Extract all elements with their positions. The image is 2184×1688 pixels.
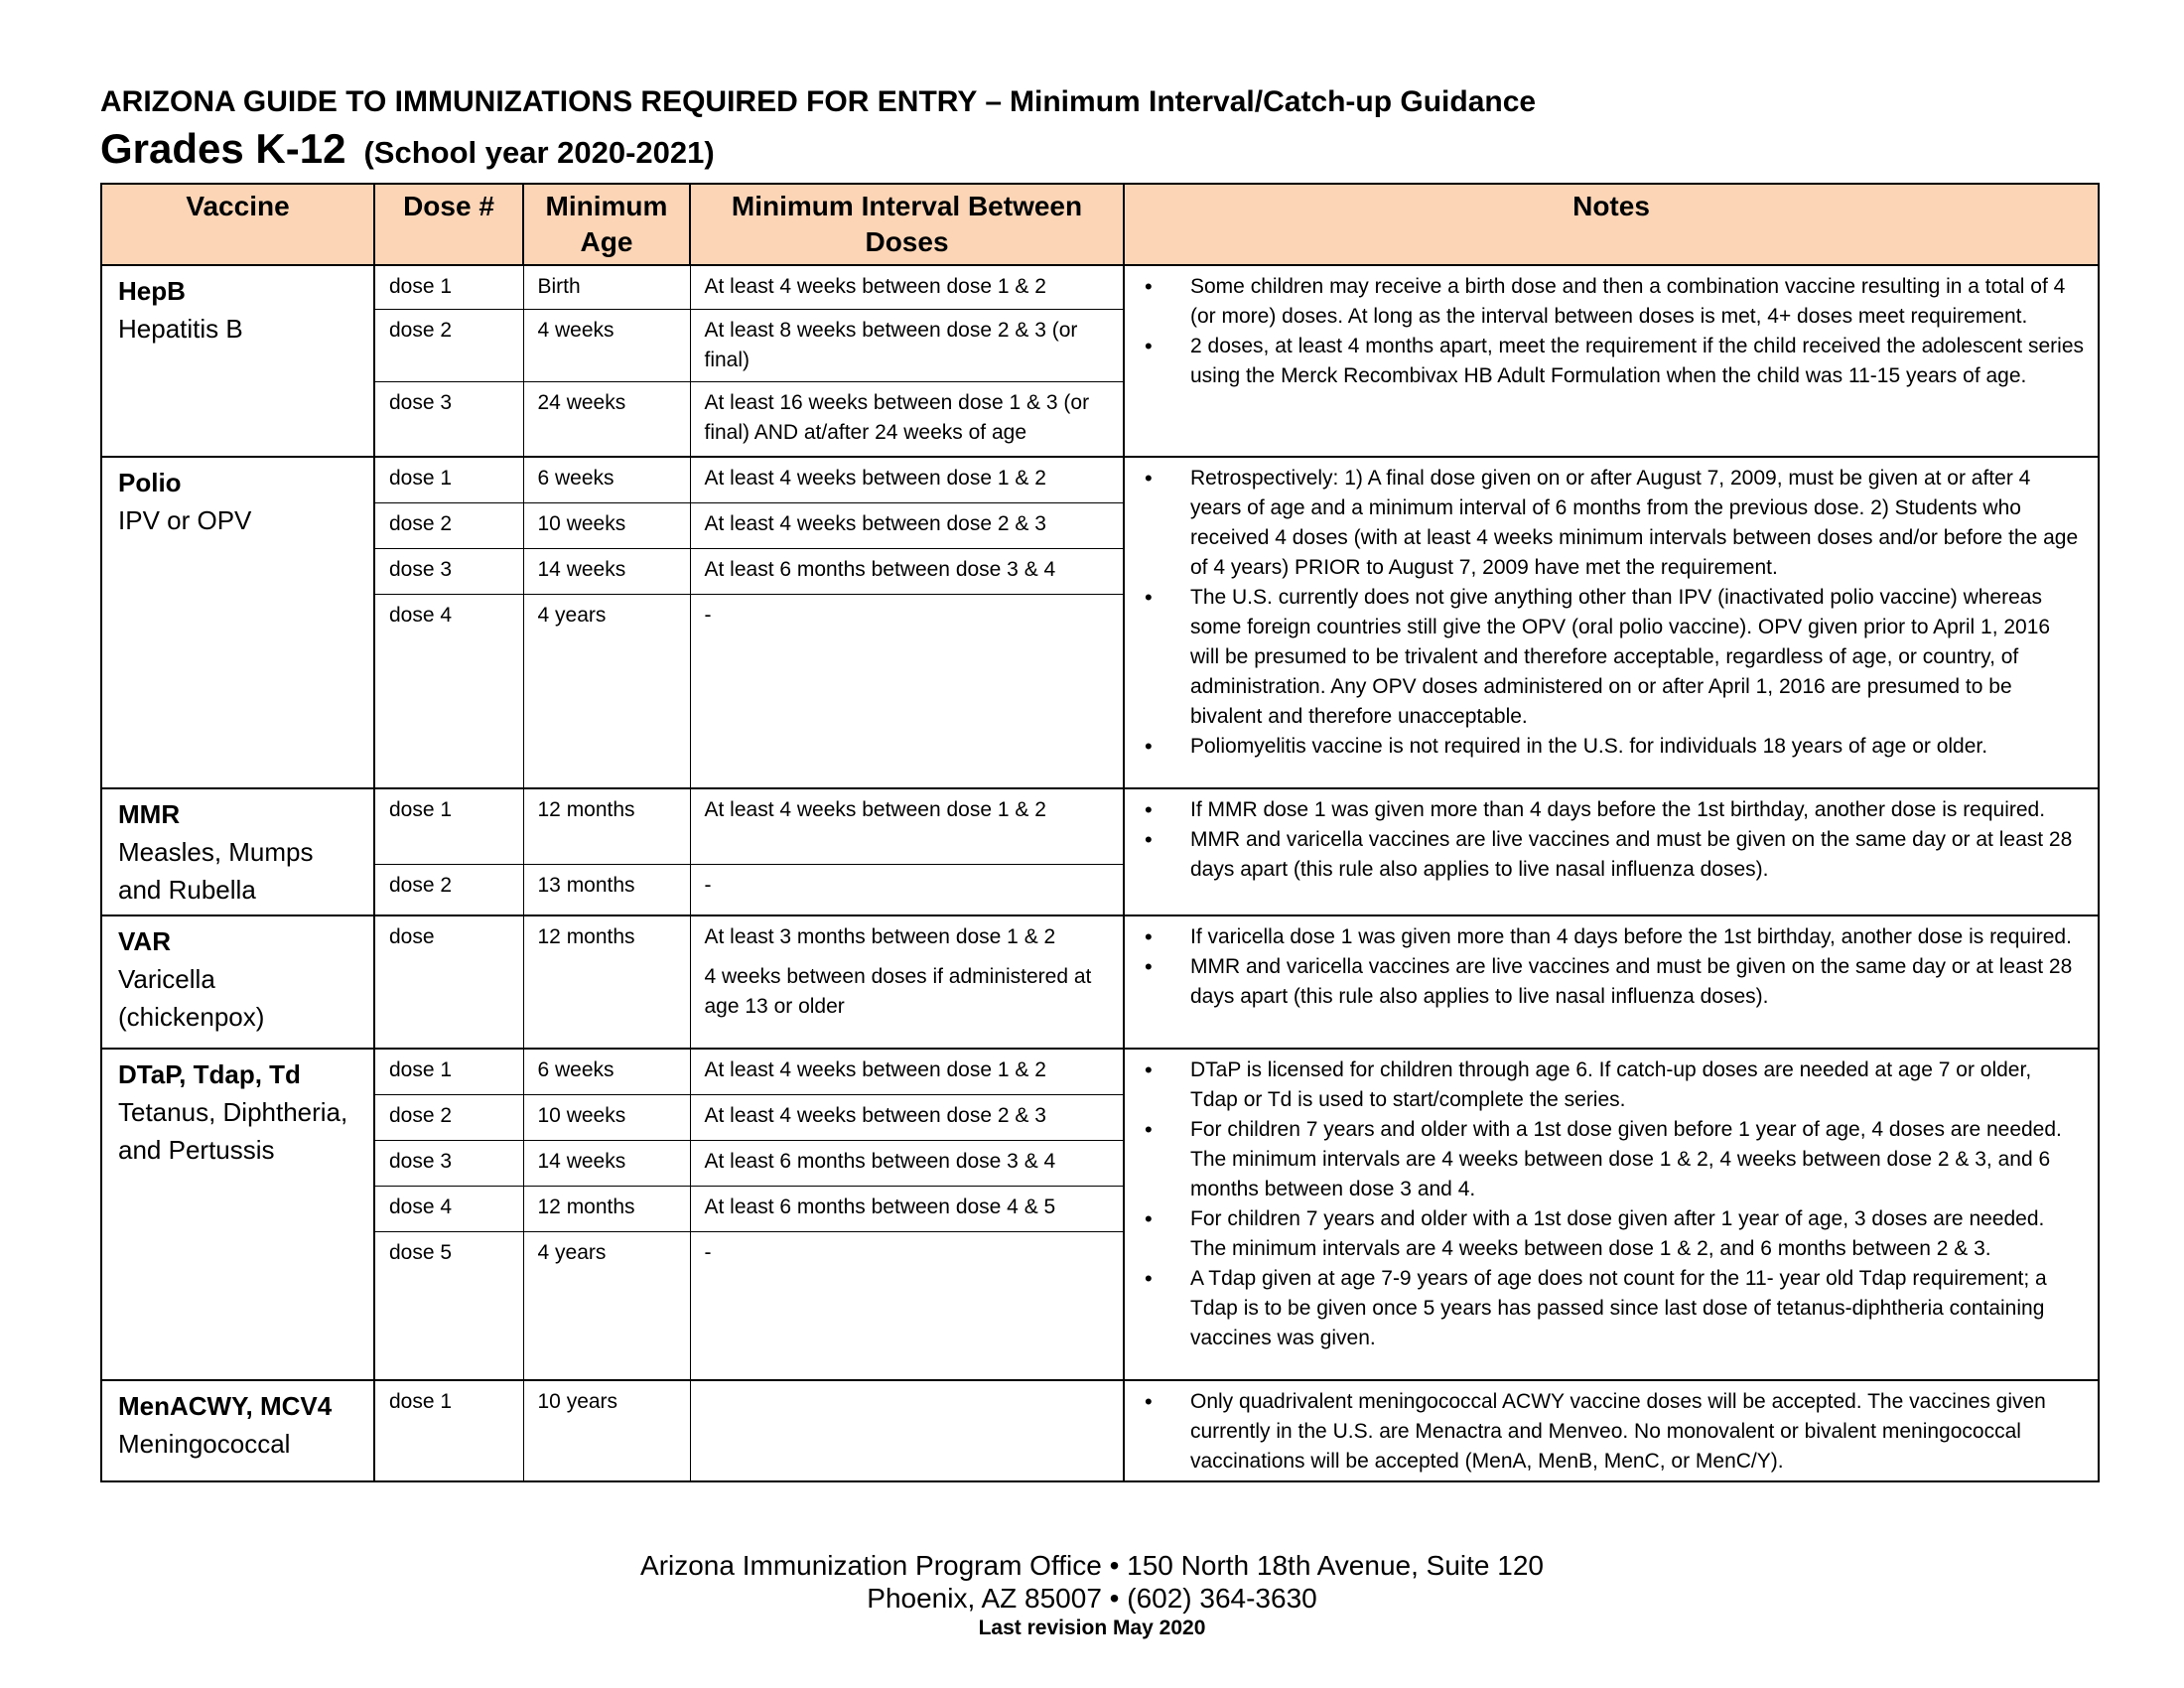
interval-extra-text: 4 weeks between doses if administered at age 13 or older [704, 965, 1092, 1018]
minimum-interval [690, 1140, 1124, 1186]
footer-revision: Last revision May 2020 [978, 1617, 1206, 1639]
minimum-age: 6 weeks [523, 1049, 690, 1094]
minimum-interval [690, 1231, 1124, 1380]
table-row [101, 915, 2099, 1049]
notes-list [1139, 464, 2084, 762]
interval-text: At least 4 weeks between dose 1 & 2 [704, 798, 1046, 821]
notes-cell [1124, 788, 2099, 915]
vaccine-cell [101, 788, 374, 915]
minimum-age: 10 weeks [523, 1094, 690, 1140]
vaccine-cell [101, 265, 374, 457]
minimum-interval [690, 788, 1124, 864]
dose-number: dose 2 [374, 864, 523, 915]
minimum-age: 24 weeks [523, 381, 690, 457]
notes-list [1139, 1055, 2084, 1353]
grades-label: Grades K-12 [100, 125, 346, 172]
notes-list [1139, 272, 2084, 391]
minimum-interval [690, 1380, 1124, 1481]
interval-text: At least 3 months between dose 1 & 2 [704, 925, 1056, 948]
notes-cell [1124, 1049, 2099, 1380]
note-item: • For children 7 years and older with a 1st dose given before 1 year of age, 4 doses are needed. The minimum intervals are 4 weeks between dose 1 & 2, 4 weeks between dose 2 & 3, and 6 months between dose 3 and 4. [1190, 1115, 2084, 1204]
dose-number: dose 3 [374, 1140, 523, 1186]
note-item: • A Tdap given at age 7-9 years of age does not count for the 11- year old Tdap requirement; a Tdap is to be given once 5 years has passed since last dose of tetanus-diphtheria containing vaccines was given. [1190, 1264, 2084, 1353]
dose-number: dose 1 [374, 788, 523, 864]
minimum-age: 4 years [523, 594, 690, 788]
table-row [101, 265, 2099, 309]
minimum-age: 13 months [523, 864, 690, 915]
minimum-age: 10 years [523, 1380, 690, 1481]
interval-text: At least 4 weeks between dose 1 & 2 [704, 1058, 1046, 1081]
column-header-vaccine: Vaccine [101, 184, 374, 265]
note-item: • If varicella dose 1 was given more than 4 days before the 1st birthday, another dose is required. [1190, 922, 2084, 952]
dose-number: dose 3 [374, 381, 523, 457]
vaccine-full-name: IPV or OPV [118, 505, 252, 535]
vaccine-abbr: DTaP, Tdap, Td [118, 1059, 301, 1089]
minimum-interval [690, 1094, 1124, 1140]
interval-text: At least 4 weeks between dose 1 & 2 [704, 275, 1046, 298]
document-heading [100, 81, 2098, 123]
vaccine-abbr: MMR [118, 799, 181, 829]
note-item: • Poliomyelitis vaccine is not required in the U.S. for individuals 18 years of age or older. [1190, 732, 2084, 762]
note-item: • The U.S. currently does not give anything other than IPV (inactivated polio vaccine) whereas some foreign countries still give the OPV (oral polio vaccine). OPV given prior to April 1, 2016 will be presumed to be trivalent and therefore acceptable, regardless of age, or country, of administration. Any OPV doses administered on or after April 1, 2016 are presumed to be bivalent and therefore unacceptable. [1190, 583, 2084, 732]
dose-number: dose 5 [374, 1231, 523, 1380]
minimum-age: Birth [523, 265, 690, 309]
minimum-interval [690, 915, 1124, 1049]
interval-text: - [704, 1240, 712, 1264]
note-item: • Retrospectively: 1) A final dose given on or after August 7, 2009, must be given at or after 4 years of age and a minimum interval of 6 months from the previous dose. 2) Students who received 4 doses (with at least 4 weeks minimum intervals between doses and/or before the age of 4 years) PRIOR to August 7, 2009 have met the requirement. [1190, 464, 2084, 583]
table-row [101, 457, 2099, 502]
minimum-age: 14 weeks [523, 548, 690, 594]
interval-text: At least 6 months between dose 3 & 4 [704, 557, 1056, 581]
interval-text: At least 4 weeks between dose 1 & 2 [704, 467, 1046, 490]
column-header-dose: Dose # [374, 184, 523, 265]
minimum-interval [690, 548, 1124, 594]
interval-text: At least 16 weeks between dose 1 & 3 (or final) AND at/after 24 weeks of age [704, 390, 1090, 444]
dose-number: dose 4 [374, 594, 523, 788]
minimum-interval [690, 381, 1124, 457]
notes-cell [1124, 265, 2099, 457]
minimum-interval [690, 864, 1124, 915]
interval-text: At least 4 weeks between dose 2 & 3 [704, 511, 1046, 535]
vaccine-cell [101, 1049, 374, 1380]
heading-separator: – [985, 85, 1003, 118]
heading-title: ARIZONA GUIDE TO IMMUNIZATIONS REQUIRED FOR ENTRY [100, 85, 978, 118]
notes-cell [1124, 457, 2099, 788]
note-item: • MMR and varicella vaccines are live vaccines and must be given on the same day or at least 28 days apart (this rule also applies to live nasal influenza doses). [1190, 825, 2084, 885]
minimum-age: 10 weeks [523, 502, 690, 548]
table-header-row [101, 184, 2099, 265]
interval-text: - [704, 603, 712, 627]
minimum-interval [690, 502, 1124, 548]
dose-number: dose 1 [374, 1380, 523, 1481]
interval-text: At least 6 months between dose 4 & 5 [704, 1195, 1056, 1218]
vaccine-abbr: VAR [118, 926, 171, 956]
footer-contact: Phoenix, AZ 85007 • (602) 364-3630 [867, 1583, 1317, 1614]
note-item: • Some children may receive a birth dose and then a combination vaccine resulting in a total of 4 (or more) doses. At long as the interval between doses is met, 4+ doses meet requirement. [1190, 272, 2084, 332]
vaccine-full-name: Meningococcal [118, 1429, 291, 1459]
minimum-age: 12 months [523, 915, 690, 1049]
dose-number: dose 4 [374, 1186, 523, 1231]
dose-number: dose 2 [374, 309, 523, 381]
vaccine-full-name: Tetanus, Diphtheria, and Pertussis [118, 1097, 348, 1165]
minimum-age: 12 months [523, 1186, 690, 1231]
minimum-interval [690, 1049, 1124, 1094]
vaccine-cell [101, 1380, 374, 1481]
column-header-notes: Notes [1124, 184, 2099, 265]
minimum-interval [690, 1186, 1124, 1231]
dose-number: dose 1 [374, 1049, 523, 1094]
minimum-interval [690, 265, 1124, 309]
vaccine-full-name: Hepatitis B [118, 314, 243, 344]
notes-list [1139, 1387, 2084, 1477]
interval-text: At least 6 months between dose 3 & 4 [704, 1149, 1056, 1173]
minimum-interval [690, 594, 1124, 788]
minimum-age: 12 months [523, 788, 690, 864]
note-item: • If MMR dose 1 was given more than 4 days before the 1st birthday, another dose is required. [1190, 795, 2084, 825]
school-year: (School year 2020-2021) [363, 135, 715, 170]
vaccine-full-name: Varicella (chickenpox) [118, 964, 265, 1032]
vaccine-abbr: HepB [118, 276, 186, 306]
notes-list [1139, 922, 2084, 1012]
dose-number: dose 3 [374, 548, 523, 594]
minimum-interval [690, 309, 1124, 381]
immunization-table [100, 183, 2100, 1482]
vaccine-cell [101, 457, 374, 788]
dose-number: dose 1 [374, 265, 523, 309]
vaccine-abbr: MenACWY, MCV4 [118, 1391, 333, 1421]
dose-number: dose 2 [374, 1094, 523, 1140]
dose-number: dose 2 [374, 502, 523, 548]
minimum-age: 14 weeks [523, 1140, 690, 1186]
notes-cell [1124, 1380, 2099, 1481]
page-footer [0, 1549, 2184, 1642]
note-item: • Only quadrivalent meningococcal ACWY vaccine doses will be accepted. The vaccines given currently in the U.S. are Menactra and Menveo. No monovalent or bivalent meningococcal vaccinations will be accepted (MenA, MenB, MenC, or MenC/Y). [1190, 1387, 2084, 1477]
dose-number: dose 1 [374, 457, 523, 502]
table-row [101, 788, 2099, 864]
vaccine-cell [101, 915, 374, 1049]
heading-suffix: Minimum Interval/Catch-up Guidance [1010, 85, 1537, 118]
note-item: • DTaP is licensed for children through age 6. If catch-up doses are needed at age 7 or older, Tdap or Td is used to start/complete the series. [1190, 1055, 2084, 1115]
column-header-interval: Minimum Interval Between Doses [690, 184, 1124, 265]
document-page [100, 81, 2098, 1482]
table-row [101, 1380, 2099, 1481]
column-header-min-age: Minimum Age [523, 184, 690, 265]
note-item: • For children 7 years and older with a 1st dose given after 1 year of age, 3 doses are needed. The minimum intervals are 4 weeks between dose 1 & 2, and 6 months between 2 & 3. [1190, 1204, 2084, 1264]
footer-address: Arizona Immunization Program Office • 150 North 18th Avenue, Suite 120 [640, 1550, 1544, 1581]
minimum-interval [690, 457, 1124, 502]
table-row [101, 1049, 2099, 1094]
document-subheading [100, 125, 2098, 177]
minimum-age: 6 weeks [523, 457, 690, 502]
vaccine-abbr: Polio [118, 468, 182, 497]
notes-cell [1124, 915, 2099, 1049]
minimum-age: 4 weeks [523, 309, 690, 381]
table-body [101, 265, 2099, 1481]
note-item: • MMR and varicella vaccines are live vaccines and must be given on the same day or at least 28 days apart (this rule also applies to live nasal influenza doses). [1190, 952, 2084, 1012]
interval-text: At least 8 weeks between dose 2 & 3 (or final) [704, 318, 1078, 371]
note-item: • 2 doses, at least 4 months apart, meet the requirement if the child received the adolescent series using the Merck Recombivax HB Adult Formulation when the child was 11-15 years of age. [1190, 332, 2084, 391]
interval-text: At least 4 weeks between dose 2 & 3 [704, 1103, 1046, 1127]
minimum-age: 4 years [523, 1231, 690, 1380]
vaccine-full-name: Measles, Mumps and Rubella [118, 837, 314, 905]
dose-number: dose [374, 915, 523, 1049]
notes-list [1139, 795, 2084, 885]
interval-text: - [704, 873, 712, 897]
